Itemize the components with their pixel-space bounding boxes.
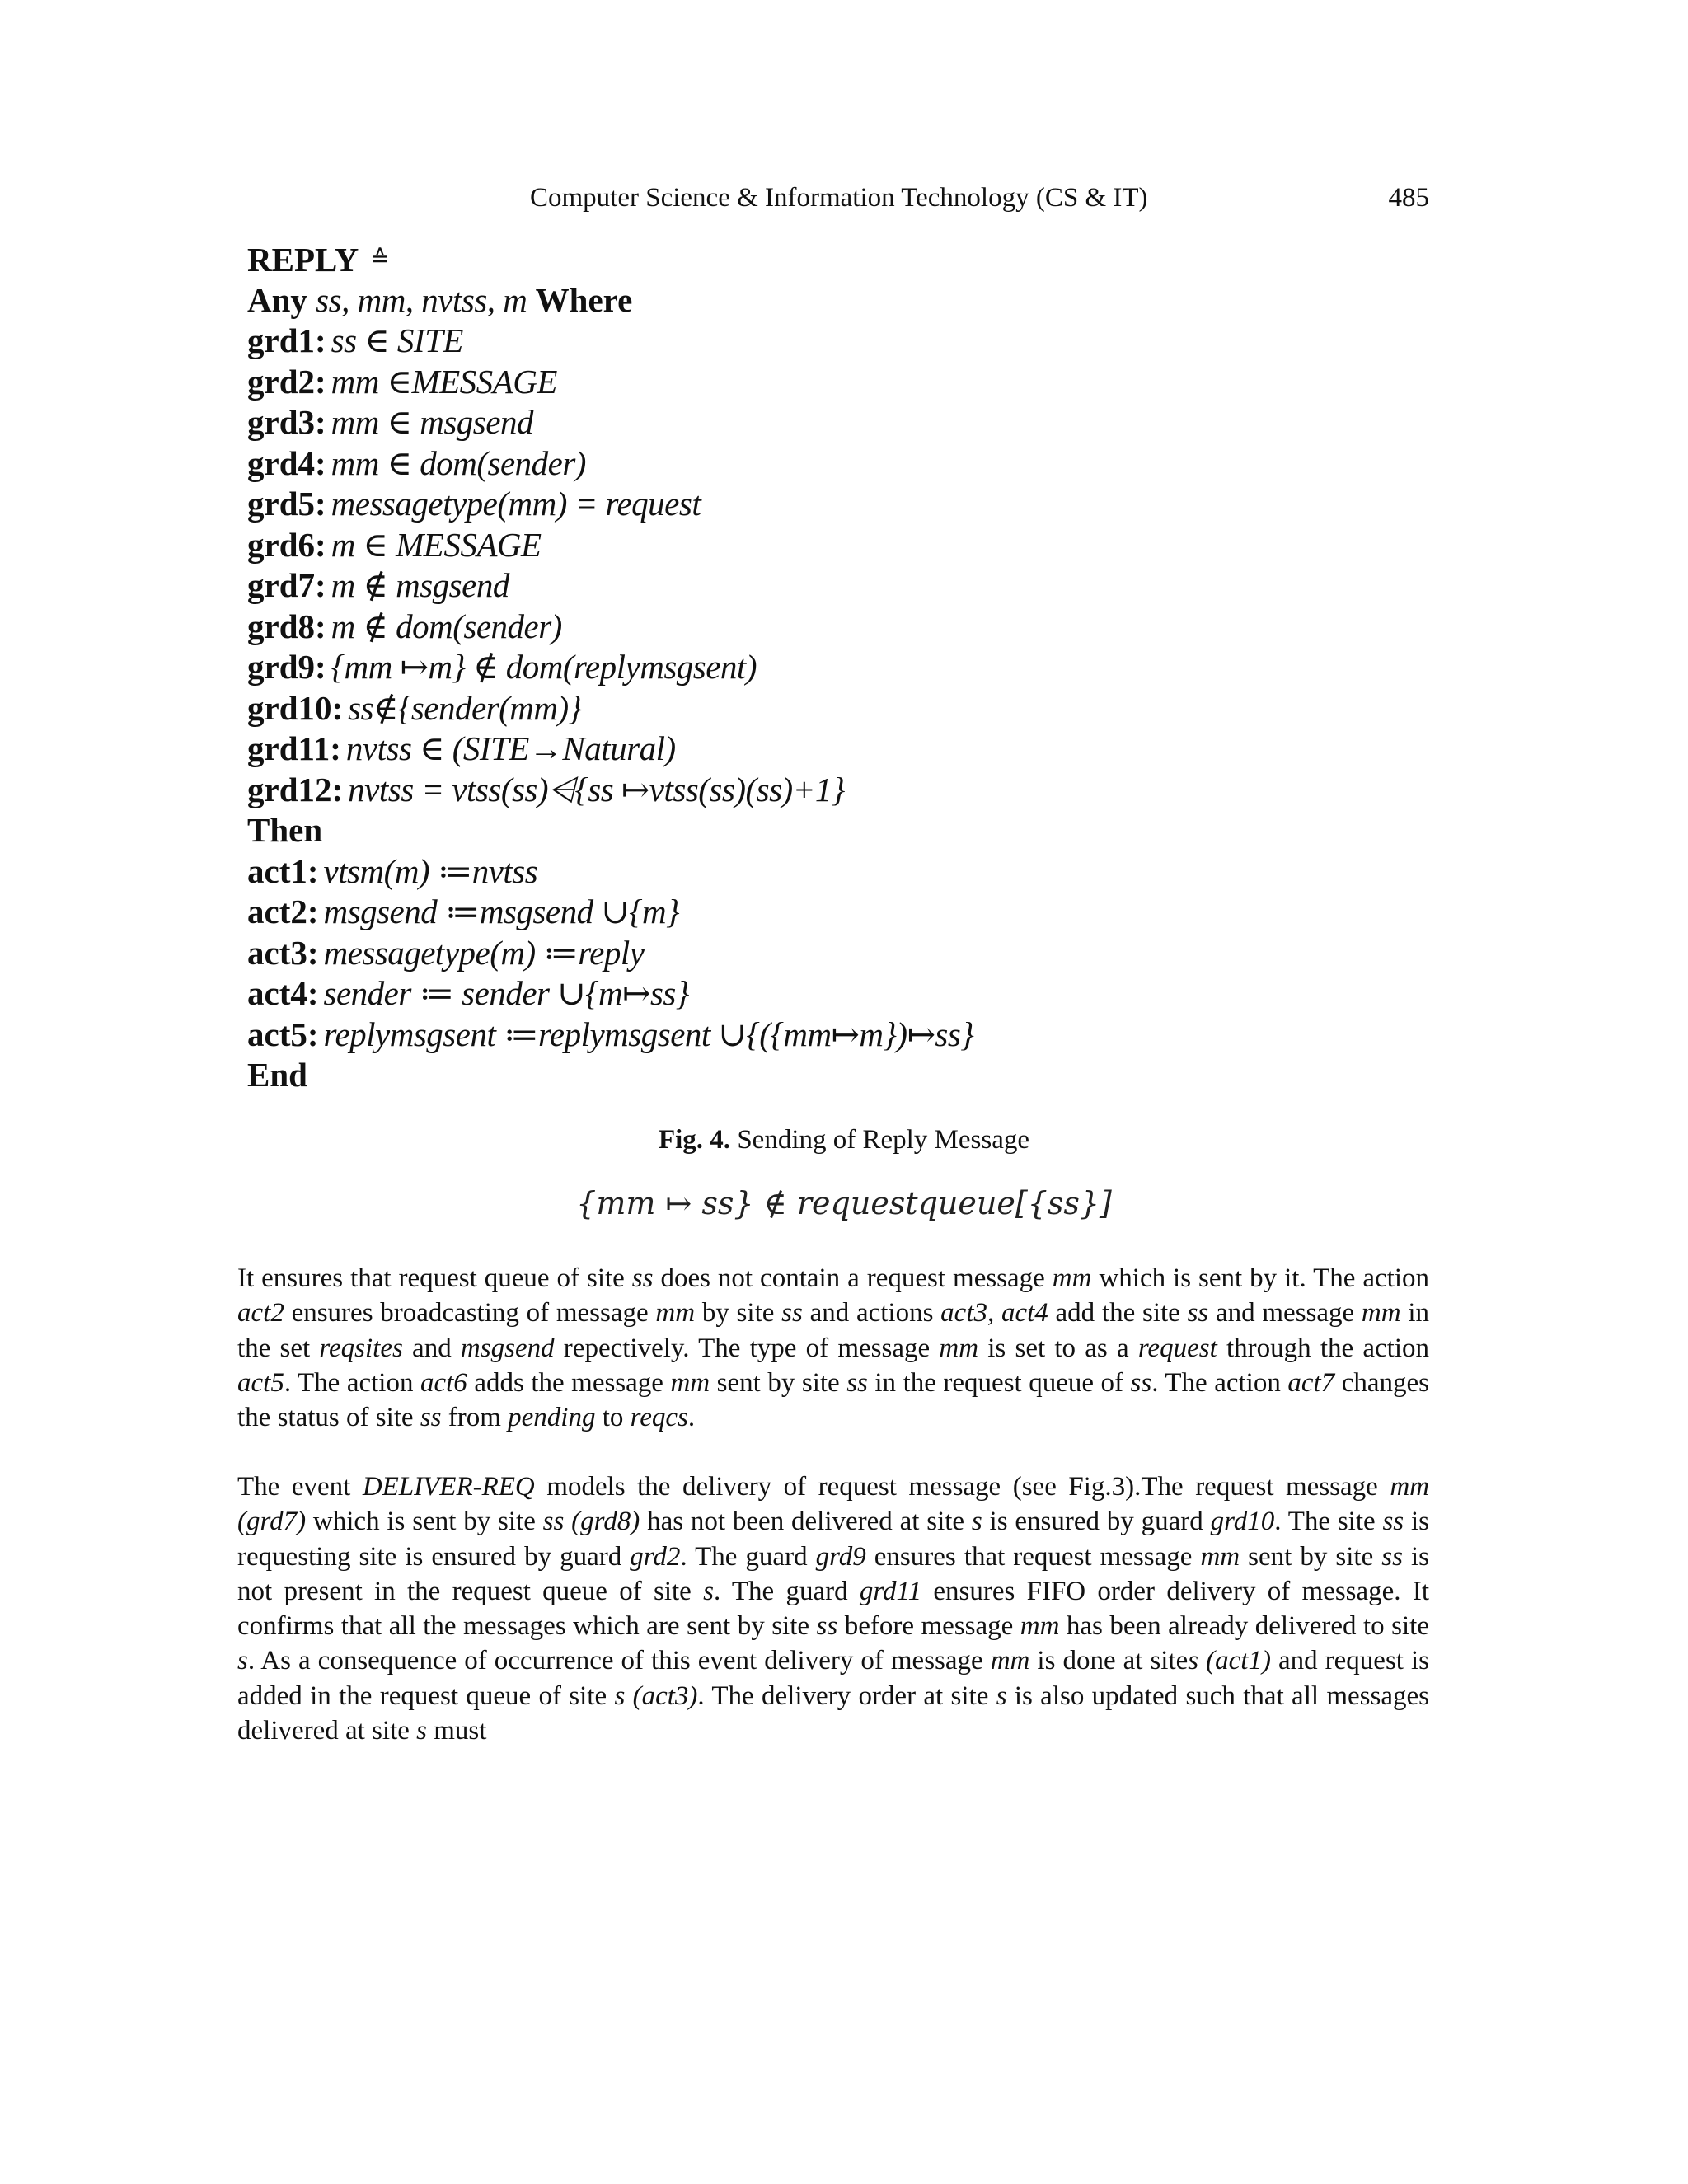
where-keyword: Where [535, 280, 633, 319]
italic-term: pending [508, 1403, 596, 1433]
guard-row-expression: ss∉{sender(mm)} [348, 688, 582, 727]
text-run: is requesting site is ensured by guard [237, 1507, 1429, 1572]
text-run: and message [1208, 1298, 1362, 1329]
action-row-expression: vtsm(m) ≔nvtss [323, 851, 538, 890]
guard-row-expression: m ∈ MESSAGE [331, 525, 542, 564]
italic-term: ss [420, 1403, 442, 1433]
text-run: and [402, 1333, 461, 1363]
guard-row [247, 565, 1071, 607]
italic-term: grd2 [630, 1541, 681, 1572]
action-row [247, 892, 1071, 933]
defined-as-symbol: ≙ [370, 246, 390, 272]
italic-term: mm [655, 1298, 696, 1329]
italic-term: s (act1) [1188, 1646, 1271, 1676]
italic-term: mm [990, 1646, 1030, 1676]
formula: {mm ↦ ss} ∉ requestqueue[{ss}] [576, 1185, 1112, 1221]
italic-term: grd9 [815, 1541, 866, 1572]
italic-term: grd11 [859, 1576, 922, 1606]
italic-term: ss [846, 1367, 868, 1398]
italic-term: request [1137, 1333, 1217, 1363]
italic-term: s [703, 1576, 714, 1606]
action-row-label: act1: [247, 851, 319, 890]
italic-term: act7 [1287, 1367, 1335, 1398]
text-run: It ensures that request queue of site [237, 1263, 632, 1293]
action-row-label: act5: [247, 1015, 319, 1053]
any-keyword: Any [247, 280, 307, 319]
paragraph-1 [237, 1261, 1429, 1435]
text-run: in the request queue of [867, 1367, 1131, 1398]
italic-term: mm [1020, 1611, 1060, 1642]
italic-term: mm [939, 1333, 979, 1363]
italic-term: s [237, 1646, 248, 1676]
guard-row-expression: {mm ↦m} ∉ dom(replymsgsent) [331, 648, 757, 686]
guard-row-expression: nvtss = vtss(ss)⩤{ss ↦vtss(ss)(ss)+1} [348, 770, 845, 808]
text-run: . The delivery order at site [697, 1680, 996, 1711]
action-row [247, 1015, 1071, 1056]
italic-term: s [416, 1716, 428, 1746]
guard-row-label: grd10: [247, 688, 344, 727]
action-row [247, 973, 1071, 1015]
figure-reply-event [247, 239, 1071, 1096]
guard-row-label: grd4: [247, 443, 326, 482]
end-line [247, 1055, 1071, 1096]
italic-term: mm [1361, 1298, 1401, 1329]
text-run: ensures that request message [865, 1541, 1201, 1572]
action-row [247, 933, 1071, 974]
italic-term: ss (grd8) [542, 1507, 640, 1537]
event-title-line [247, 239, 1071, 280]
text-run: is done at site [1029, 1646, 1189, 1676]
italic-term: mm [670, 1367, 710, 1398]
text-run: The event [237, 1472, 363, 1502]
action-row-label: act2: [247, 893, 319, 930]
text-run: in the set [237, 1298, 1430, 1363]
text-run: ensures FIFO order delivery of message. It confirms that all the messages which are sent by site [237, 1576, 1429, 1642]
guard-row-expression: mm ∈ dom(sender) [331, 443, 586, 482]
text-run: . The action [284, 1367, 420, 1398]
guard-row [247, 525, 1071, 566]
guard-row-expression: mm ∈MESSAGE [331, 362, 557, 401]
paragraph-2 [237, 1469, 1429, 1748]
italic-term: ss [1381, 1541, 1403, 1572]
text-run: . [687, 1403, 696, 1433]
caption-text: Sending of Reply Message [730, 1125, 1030, 1155]
text-run: and request is added in the request queue of site [237, 1646, 1429, 1711]
guard-row [247, 770, 1071, 811]
any-where-line [247, 280, 1071, 321]
guard-row-expression: messagetype(mm) = request [331, 485, 701, 523]
guard-row [247, 443, 1071, 485]
guards-list [247, 321, 1071, 810]
end-keyword: End [247, 1056, 307, 1094]
actions-list [247, 851, 1071, 1056]
guard-row [247, 607, 1071, 648]
guard-row [247, 647, 1071, 688]
text-run: from [441, 1403, 509, 1433]
guard-row-label: grd9: [247, 648, 326, 686]
page-header [237, 183, 1429, 223]
figure-label: Fig. 4. [658, 1125, 731, 1155]
guard-row-label: grd3: [247, 403, 326, 441]
text-run: is also updated such that all messages delivered at site [237, 1680, 1430, 1746]
italic-term: mm [1200, 1541, 1240, 1572]
italic-term: mm (grd7) [237, 1472, 1429, 1537]
text-run: does not contain a request message [653, 1263, 1053, 1293]
text-run: adds the message [467, 1367, 671, 1398]
guard-row [247, 321, 1071, 362]
guard-row-expression: mm ∈ msgsend [331, 403, 533, 441]
text-run: before message [837, 1611, 1020, 1642]
italic-term: reqcs [630, 1403, 688, 1433]
italic-term: act5 [237, 1367, 284, 1398]
italic-term: ss [1187, 1298, 1209, 1329]
guard-row [247, 729, 1071, 770]
italic-term: s (act3) [614, 1680, 698, 1711]
guard-row [247, 402, 1071, 443]
italic-term: s [996, 1680, 1007, 1711]
text-run: add the site [1048, 1298, 1188, 1329]
guard-row [247, 484, 1071, 525]
text-run: . The site [1274, 1507, 1383, 1537]
text-run: ensures broadcasting of message [284, 1298, 656, 1329]
italic-term: ss [1130, 1367, 1152, 1398]
text-run: is not present in the request queue of site [237, 1541, 1429, 1606]
text-run: through the action [1217, 1333, 1429, 1363]
guard-row-label: grd1: [247, 321, 326, 359]
text-run: and actions [802, 1298, 941, 1329]
text-run: . The guard [680, 1541, 816, 1572]
italic-term: s [971, 1507, 982, 1537]
text-run: which is sent by site [306, 1507, 543, 1537]
text-run: is ensured by guard [982, 1507, 1211, 1537]
italic-term: grd10 [1210, 1507, 1275, 1537]
then-line [247, 810, 1071, 851]
text-run: models the delivery of request message (see Fig.3).The request message [534, 1472, 1390, 1502]
guard-row-expression: m ∉ msgsend [331, 566, 509, 604]
text-run: . The guard [713, 1576, 860, 1606]
text-run: which is sent by it. The action [1091, 1263, 1429, 1293]
guard-row-label: grd12: [247, 770, 344, 808]
text-run: to [595, 1403, 631, 1433]
text-run: . The action [1151, 1367, 1288, 1398]
action-row-expression: messagetype(m) ≔reply [323, 933, 645, 972]
action-row-expression: replymsgsent ≔replymsgsent ∪{({mm↦m})↦ss} [323, 1015, 974, 1053]
page-number: 485 [1388, 183, 1429, 213]
action-row-expression: msgsend ≔msgsend ∪{m} [323, 893, 680, 930]
italic-term: mm [1052, 1263, 1092, 1293]
any-variables: ss, mm, nvtss, m [316, 280, 528, 319]
italic-term: ss [781, 1298, 803, 1329]
text-run: sent by site [710, 1367, 847, 1398]
event-name: REPLY [247, 241, 359, 279]
guard-row-expression: ss ∈ SITE [331, 321, 463, 359]
guard-row-label: grd6: [247, 525, 326, 564]
text-run: sent by site [1240, 1541, 1382, 1572]
italic-term: ss [631, 1263, 654, 1293]
action-row [247, 851, 1071, 893]
text-run: changes the status of site [237, 1367, 1429, 1433]
text-run: has not been delivered at site [640, 1507, 972, 1537]
italic-term: act2 [237, 1298, 284, 1329]
italic-term: act3, act4 [940, 1298, 1048, 1329]
text-run: has been already delivered to site [1059, 1611, 1429, 1642]
text-run: must [427, 1716, 487, 1746]
text-run: by site [695, 1298, 782, 1329]
action-row-label: act3: [247, 933, 319, 972]
action-row-expression: sender ≔ sender ∪{m↦ss} [323, 974, 689, 1012]
italic-term: ss [1382, 1507, 1404, 1537]
text-run: repectively. The type of message [554, 1333, 940, 1363]
guard-row-label: grd8: [247, 607, 326, 645]
guard-row-label: grd7: [247, 566, 326, 604]
guard-row-label: grd5: [247, 485, 326, 523]
action-row-label: act4: [247, 974, 319, 1012]
guard-row-expression: m ∉ dom(sender) [331, 607, 562, 645]
italic-term: ss [816, 1611, 838, 1642]
italic-term: DELIVER-REQ [362, 1472, 535, 1502]
italic-term: act6 [420, 1367, 467, 1398]
guard-row-expression: nvtss ∈ (SITE→Natural) [345, 729, 676, 767]
then-keyword: Then [247, 811, 323, 849]
guard-row-label: grd2: [247, 362, 326, 401]
text-run: . As a consequence of occurrence of this event delivery of message [247, 1646, 991, 1676]
journal-title: Computer Science & Information Technology (CS & IT) [530, 183, 1148, 213]
text-run: is set to as a [978, 1333, 1138, 1363]
italic-term: reqsites [319, 1333, 403, 1363]
italic-term: msgsend [460, 1333, 555, 1363]
guard-row [247, 362, 1071, 403]
guard-row-label: grd11: [247, 729, 341, 767]
figure-caption [0, 1125, 1688, 1155]
guard-row [247, 688, 1071, 729]
